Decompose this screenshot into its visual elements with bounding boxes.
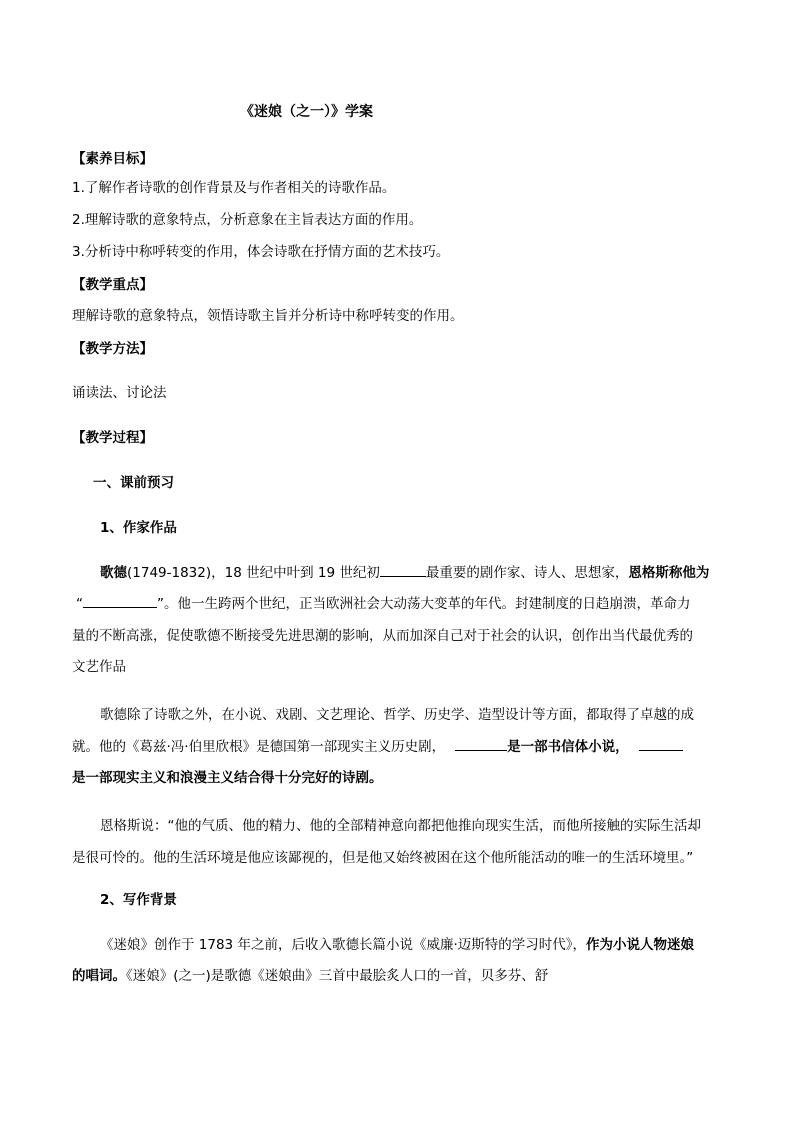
- text-span: 作为小说人物迷娘: [585, 937, 694, 953]
- paragraph-line: [100, 935, 694, 955]
- paragraph-line: [100, 563, 709, 583]
- goal-item: 1.了解作者诗歌的创作背景及与作者相关的诗歌作品。: [72, 180, 396, 196]
- goal-item: 3.分析诗中称呼转变的作用，体会诗歌在抒情方面的艺术技巧。: [72, 244, 450, 260]
- paragraph-line: 是很可怜的。他的生活环境是他应该鄙视的，但是他又始终被困在这个他所能活动的唯一的生活环境里。”: [72, 850, 694, 866]
- subsection-heading: 1、作家作品: [100, 520, 177, 536]
- text-span: 就。他的《葛兹·冯·伯里欣根》是德国第一部现实主义历史剧，: [72, 739, 446, 755]
- paragraph-line: 恩格斯说：“他的气质、他的精力、他的全部精神意向都把他推向现实生活，而他所接触的实际生活却: [100, 818, 701, 834]
- goal-item: 2.理解诗歌的意象特点，分析意象在主旨表达方面的作用。: [72, 212, 423, 228]
- paragraph-line: [72, 966, 548, 986]
- text-span: 恩格斯称他为: [628, 565, 710, 581]
- paragraph-line: 歌德除了诗歌之外，在小说、戏剧、文艺理论、哲学、历史学、造型设计等方面，都取得了卓越的成: [100, 707, 694, 723]
- author-name: 歌德: [100, 565, 127, 581]
- text-span: 的唱词。: [72, 968, 126, 984]
- fill-blank[interactable]: [639, 737, 683, 751]
- fill-blank[interactable]: [380, 563, 426, 577]
- part-heading: 一、课前预习: [93, 475, 174, 491]
- goals-heading: 【素养目标】: [72, 151, 153, 167]
- fill-blank[interactable]: [83, 594, 157, 608]
- text-span: 是一部书信体小说，: [507, 739, 629, 755]
- text-span: 《迷娘》(之一)是歌德《迷娘曲》三首中最脍炙人口的一首，贝多芬、舒: [126, 968, 549, 984]
- text-span: ”。他一生跨两个世纪，正当欧洲社会大动荡大变革的年代。封建制度的日趋崩溃，革命力: [157, 596, 691, 612]
- paragraph-line: [72, 737, 683, 757]
- paragraph-line: 文艺作品: [72, 659, 126, 675]
- focus-heading: 【教学重点】: [72, 277, 153, 293]
- method-text: 诵读法、讨论法: [72, 385, 167, 401]
- paragraph-line: 是一部现实主义和浪漫主义结合得十分完好的诗剧。: [72, 770, 383, 786]
- process-heading: 【教学过程】: [72, 430, 153, 446]
- method-heading: 【教学方法】: [72, 341, 153, 357]
- paragraph-line: [72, 594, 691, 614]
- text-span: 最重要的剧作家、诗人、思想家，: [425, 565, 629, 581]
- text-span: (1749-1832)，18 世纪中叶到 19 世纪初: [127, 565, 380, 581]
- paragraph-line: 量的不断高涨，促使歌德不断接受先进思潮的影响，从而加深自己对于社会的认识，创作出当代最优秀的: [72, 628, 693, 644]
- focus-text: 理解诗歌的意象特点，领悟诗歌主旨并分析诗中称呼转变的作用。: [72, 308, 464, 324]
- text-span: “: [76, 596, 83, 612]
- subsection-heading: 2、写作背景: [100, 892, 177, 908]
- text-span: 《迷娘》创作于 1783 年之前，后收入歌德长篇小说《威廉·迈斯特的学习时代》，: [100, 937, 586, 953]
- fill-blank[interactable]: [455, 737, 507, 751]
- document-title: 《迷娘（之一）》学案: [240, 104, 373, 120]
